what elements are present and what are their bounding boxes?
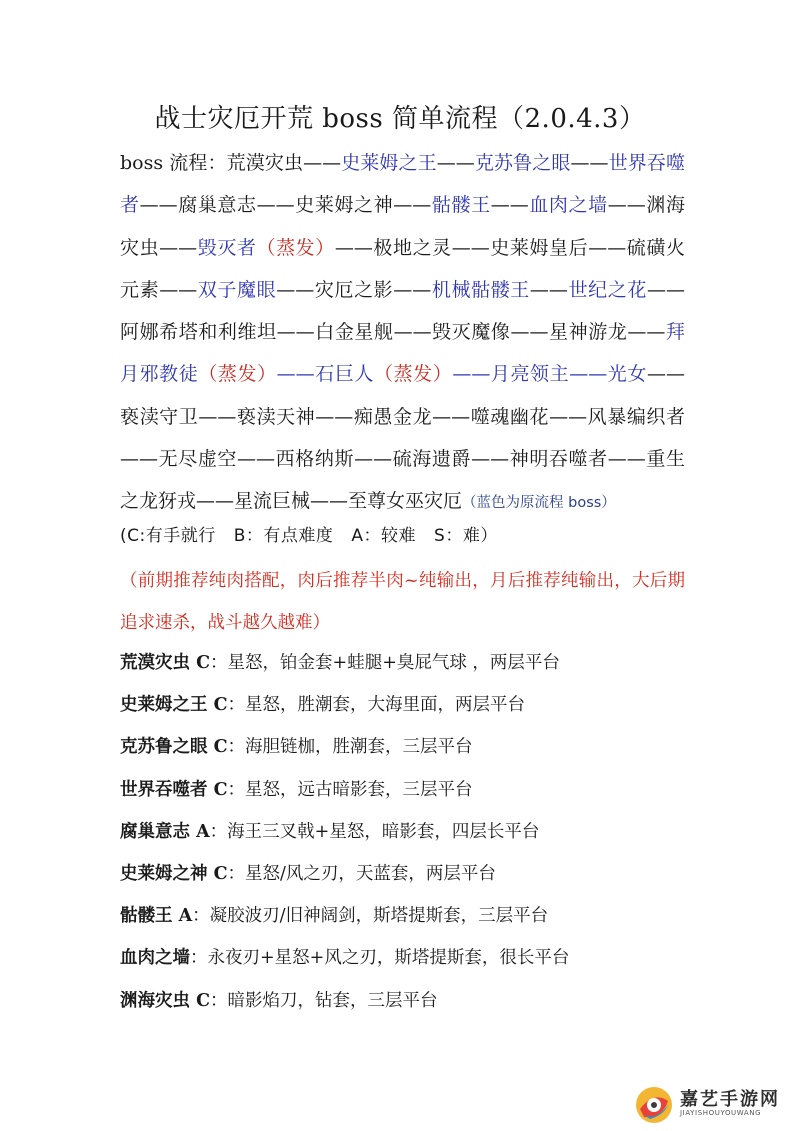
advice-paragraph: （前期推荐纯肉搭配，肉后推荐半肉~纯输出，月后推荐纯输出，大后期追求速杀，战斗越久越难） [120,571,685,634]
flow-segment: —— [490,194,529,217]
flow-segment: ——亵渎守卫——亵渎天神——痴愚金龙——噬魂幽花——风暴编织者——无尽虚空——西格纳斯——硫海遗爵——神明吞噬者——重生之龙犽戎——星流巨械——至尊女巫灾厄 [120,363,685,513]
boss-entry-name: 克苏鲁之眼 C [120,737,228,758]
flow-segment: —— [570,152,609,174]
boss-flow-paragraph [120,142,685,525]
boss-entry-detail: ：暗影焰刀，钻套，三层平台 [210,990,438,1011]
boss-entry [120,684,685,726]
page-title: 战士灾厄开荒 boss 简单流程（2.0.4.3） [154,104,646,134]
boss-entry [120,811,685,853]
flow-segment-blue: —— [276,363,315,386]
flow-segment-blue: 血肉之墙 [528,194,608,217]
difficulty-legend-item: A：较难 [351,526,417,546]
boss-entry-detail: ：海王三叉戟+星怒，暗影套，四层长平台 [209,821,540,842]
flow-segment: —— [303,152,342,174]
flow-segment-blue: 月亮领主 [490,363,570,386]
difficulty-legend [120,521,516,546]
boss-entry [120,980,685,1022]
boss-entry [120,642,685,684]
flow-segment-blue: 机械骷髅王 [431,278,530,301]
boss-entry [120,937,685,979]
flow-segment-red: （蒸发） [373,363,453,386]
boss-entry [120,726,685,768]
flow-note: （蓝色为原流程 boss） [462,495,616,512]
flow-segment: ——渊海灾虫—— [120,194,685,259]
boss-entry-name: 腐巢意志 A [120,821,210,842]
watermark-site-name: 嘉艺手游网 [680,1089,780,1110]
flow-segment: ——极地之灵——史莱姆皇后——硫磺火元素—— [120,236,685,301]
boss-entry-name: 血肉之墙 [120,948,190,969]
flow-segment: ——阿娜希塔和利维坦——白金星舰——毁灭魔像——星神游龙—— [120,278,685,344]
flow-segment: ——腐巢意志——史莱姆之神—— [139,194,432,217]
boss-entry-name: 渊海灾虫 C [120,990,211,1011]
boss-entry-detail: ：星怒，铂金套+蛙腿+臭屁气球 ，两层平台 [210,653,560,673]
flow-segment-blue: 世纪之花 [567,278,647,301]
boss-entry [120,769,685,811]
flow-segment: boss 流程： [120,152,227,174]
flow-segment-red: （蒸发） [198,363,277,386]
difficulty-legend-item: S：难） [434,526,498,546]
boss-entry-name: 骷髅王 A [120,906,193,927]
boss-entry-detail: ：星怒/风之刃，天蓝套，两层平台 [227,863,496,884]
flow-segment-blue: 毁灭者 [197,236,257,259]
site-watermark [634,1085,794,1125]
boss-entry-detail: ：星怒，胜潮套，大海里面，两层平台 [227,695,526,716]
flow-segment: 荒漠灾虫 [226,152,304,174]
flow-segment-blue: 双子魔眼 [197,278,277,301]
boss-entry [120,895,685,937]
flow-segment-blue: 克苏鲁之眼 [474,152,571,174]
watermark-site-subtitle: JIAYISHOUYOUWANG [680,1109,762,1117]
flow-segment-blue: 拜月邪教徒 [120,321,685,386]
game-controller-logo-icon [634,1085,674,1125]
boss-entry-detail: ：永夜刃+星怒+风之刃，斯塔提斯套，很长平台 [190,948,570,969]
boss-entry-detail: ：凝胶波刃/旧神阔剑，斯塔提斯套，三层平台 [192,906,549,927]
difficulty-legend-item: (C:有手就行 [120,526,216,546]
flow-segment-blue: 骷髅王 [431,194,491,217]
difficulty-legend-item: B：有点难度 [233,526,334,546]
flow-segment-blue: —— [569,363,608,386]
flow-segment-blue: 光女 [607,363,647,386]
boss-entry-name: 史莱姆之神 C [120,863,228,884]
boss-entry-detail: ：星怒，远古暗影套，三层平台 [227,779,473,800]
boss-entry-list [120,642,685,1022]
flow-segment-blue: 石巨人 [314,363,374,386]
flow-segment-red: （蒸发） [256,236,335,259]
flow-segment: ——灾厄之影—— [276,278,432,301]
boss-entry [120,853,685,895]
flow-segment: —— [529,278,568,301]
boss-entry-detail: ：海胆链枷，胜潮套，三层平台 [227,737,473,758]
boss-entry-name: 史莱姆之王 C [120,695,228,716]
boss-entry-name: 世界吞噬者 C [120,779,228,800]
flow-segment-blue: 世界吞噬者 [120,152,685,217]
flow-segment: —— [436,152,475,174]
flow-segment-blue: 史莱姆之王 [341,152,437,174]
boss-entry-name: 荒漠灾虫 C [120,653,211,673]
flow-segment-blue: —— [452,363,491,386]
